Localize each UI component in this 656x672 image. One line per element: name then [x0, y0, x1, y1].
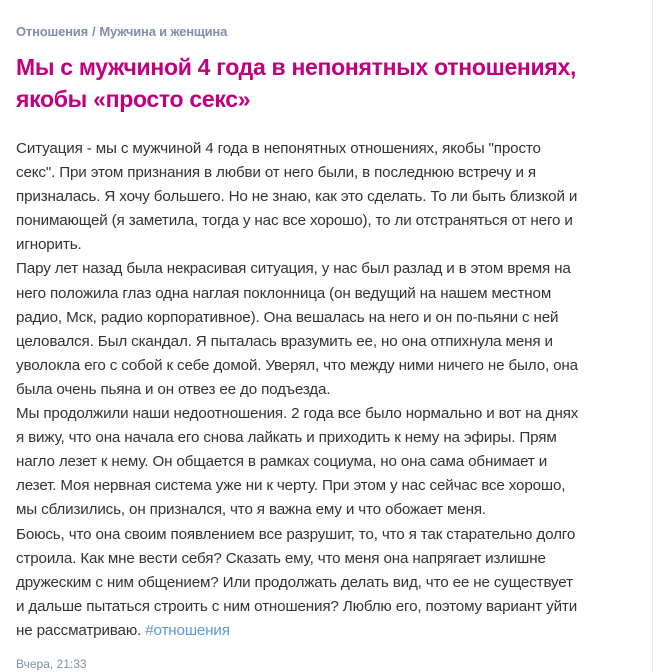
body-line: радио, Мск, радио корпоративное). Она вешалась на него и он по-пьяни с ней: [16, 308, 559, 326]
body-line: лезет. Моя нервная система уже ни к черту. При этом у нас сейчас все хорошо,: [16, 477, 566, 495]
title-line: Мы с мужчиной 4 года в непонятных отношениях,: [16, 54, 577, 80]
body-line: строила. Как мне вести себя? Сказать ему, что меня она напрягает излишне: [16, 549, 546, 567]
hashtag-link[interactable]: #отношения: [145, 621, 230, 639]
body-line: нагло лезет к нему. Он общается в рамках социума, но она сама обнимает и: [16, 453, 548, 471]
body-line: Ситуация - мы с мужчиной 4 года в непонятных отношениях, якобы "просто: [16, 140, 541, 157]
body-line: я вижу, что она начала его снова лайкать и приходить к нему на эфиры. Прям: [16, 429, 557, 447]
post-timestamp: Вчера, 21:33: [16, 656, 87, 671]
body-line: целовался. Был скандал. Я пыталась вразумить ее, но она отпихнула меня и: [16, 332, 553, 350]
body-line: мы сблизились, он признался, что я важна ему и что обожает меня.: [16, 501, 486, 519]
scrollbar-edge: [652, 0, 653, 672]
body-line: дружеским с ним общением? Или продолжать делать вид, что ее не существует: [16, 573, 573, 591]
post-body: [16, 137, 646, 643]
body-line: призналась. Я хочу большего. Но не знаю, как это сделать. То ли быть близкой и: [16, 188, 578, 206]
body-line: Боюсь, что она своим появлением все разрушит, то, что я так старательно долго: [16, 525, 576, 543]
body-line: и дальше пытаться строить с ним отношения? Люблю его, поэтому вариант уйти: [16, 597, 578, 615]
body-line: секс". При этом признания в любви от него были, в последнюю встречу и я: [16, 164, 536, 182]
post: [16, 0, 646, 671]
body-line: была очень пьяна и он отвез ее до подъезда.: [16, 380, 331, 398]
body-line: игнорить.: [16, 236, 82, 254]
breadcrumb: [16, 24, 646, 39]
body-line: него положила глаз одна наглая поклонница (он ведущий на нашем местном: [16, 284, 552, 302]
breadcrumb-item-man-woman[interactable]: Мужчина и женщина: [99, 24, 228, 39]
body-line: уволокла его с собой к себе домой. Уверял, что между ними ничего не было, она: [16, 356, 578, 374]
body-line: [16, 619, 646, 643]
breadcrumb-item-relations[interactable]: Отношения: [16, 24, 88, 39]
breadcrumb-separator: /: [91, 24, 96, 39]
body-line: Пару лет назад была некрасивая ситуация, у нас был разлад и в этом время на: [16, 260, 571, 278]
body-text: не рассматриваю.: [16, 621, 142, 639]
post-title: [16, 51, 646, 115]
title-line: якобы «просто секс»: [16, 86, 251, 112]
body-line: Мы продолжили наши недоотношения. 2 года все было нормально и вот на днях: [16, 405, 579, 423]
body-line: понимающей (я заметила, тогда у нас все хорошо), то ли отстраняться от него и: [16, 212, 573, 230]
